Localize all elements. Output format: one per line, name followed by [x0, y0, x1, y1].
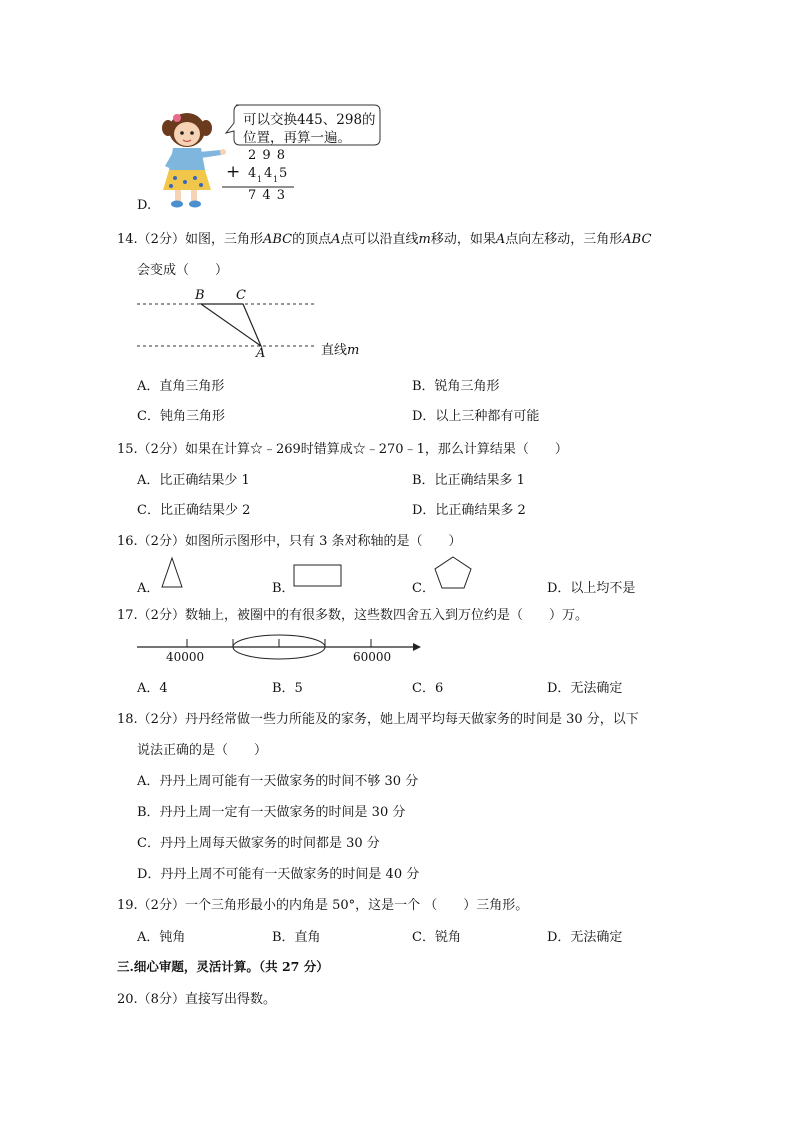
- calc-top-row: 2 9 8: [248, 148, 287, 163]
- number-line-label-right: 60000: [353, 650, 392, 664]
- q16-option-c[interactable]: C．: [412, 581, 435, 596]
- calc-carry-1: 1: [257, 175, 263, 184]
- q14-a-label: A: [495, 232, 506, 247]
- q14-a-label: A: [331, 232, 341, 247]
- q18-option-a[interactable]: A．丹丹上周可能有一天做家务的时间不够 30 分: [137, 774, 419, 789]
- q14-line-m-label: [321, 339, 359, 358]
- q20-text: 20.（8分）直接写出得数。: [117, 992, 276, 1007]
- speech-line-2: 位置，再算一遍。: [243, 130, 351, 146]
- q15-text: 15.（2分）如果在计算☆﹣269时错算成☆﹣270﹣1，那么计算结果（ ）: [117, 442, 568, 457]
- pentagon-shape: [433, 556, 473, 590]
- q14-option-c[interactable]: C．钝角三角形: [137, 409, 225, 424]
- q19-option-c[interactable]: C．锐角: [412, 930, 461, 945]
- q14-text-line-2: 会变成（ ）: [137, 263, 229, 278]
- q14-point-a: A: [256, 346, 266, 361]
- girl-illustration: [155, 108, 235, 210]
- q19-option-b[interactable]: B．直角: [272, 930, 321, 945]
- q14-line-m-letter: m: [347, 343, 360, 358]
- q17-option-b[interactable]: B．5: [272, 681, 303, 696]
- section-3-heading: 三.细心审题，灵活计算。（共 27 分）: [117, 959, 329, 974]
- q14-point-b: B: [195, 288, 205, 303]
- q15-option-a[interactable]: A．比正确结果少 1: [137, 473, 250, 488]
- calc-mid-digit-1: 4: [248, 166, 257, 181]
- q17-text: 17.（2分）数轴上，被圈中的有很多数，这些数四舍五入到万位约是（ ）万。: [117, 608, 588, 623]
- q18-option-c[interactable]: C．丹丹上周每天做家务的时间都是 30 分: [137, 836, 380, 851]
- q14-text-line-1: [117, 228, 651, 247]
- q19-text: 19.（2分）一个三角形最小的内角是 50°，这是一个 （ ）三角形。: [117, 898, 529, 913]
- calc-carry-2: 1: [273, 175, 279, 184]
- q14-text-part: 点向左移动，三角形: [505, 232, 623, 247]
- speech-line-1: 可以交换445、298的: [243, 112, 376, 128]
- q16-text: 16.（2分）如图所示图形中，只有 3 条对称轴的是（ ）: [117, 534, 462, 549]
- triangle-shape: [160, 557, 184, 589]
- q15-option-c[interactable]: C．比正确结果少 2: [137, 503, 251, 518]
- q16-option-a[interactable]: A．: [137, 581, 160, 596]
- calc-plus-sign: +: [226, 162, 241, 182]
- option-d-label: D.: [137, 198, 152, 213]
- q14-option-d[interactable]: D．以上三种都有可能: [412, 409, 540, 424]
- calc-mid-digit-3: 5: [279, 166, 288, 181]
- q14-point-c: C: [236, 288, 246, 303]
- q17-option-d[interactable]: D．无法确定: [547, 681, 623, 696]
- q14-text-part: 移动，如果: [430, 232, 496, 247]
- q17-option-a[interactable]: A．4: [137, 681, 168, 696]
- q16-option-b[interactable]: B．: [272, 581, 295, 596]
- q14-line-label-text: 直线: [321, 343, 348, 358]
- calc-result-row: 7 4 3: [248, 188, 287, 203]
- q18-text-line-2: 说法正确的是（ ）: [137, 743, 268, 758]
- q14-abc-label: ABC: [622, 232, 652, 247]
- q15-option-d[interactable]: D．比正确结果多 2: [412, 503, 526, 518]
- q19-option-a[interactable]: A．钝角: [137, 930, 186, 945]
- rectangle-shape: [293, 564, 343, 588]
- q14-text-part: 的顶点: [292, 232, 332, 247]
- q15-option-b[interactable]: B．比正确结果多 1: [412, 473, 525, 488]
- number-line-label-left: 40000: [166, 650, 205, 664]
- q14-text-part: 14.（2分）如图，三角形: [117, 232, 263, 247]
- q18-option-b[interactable]: B．丹丹上周一定有一天做家务的时间是 30 分: [137, 805, 406, 820]
- calc-mid-digit-2: 4: [264, 166, 273, 181]
- q17-option-c[interactable]: C．6: [412, 681, 444, 696]
- q14-abc-label: ABC: [262, 232, 293, 247]
- q18-option-d[interactable]: D．丹丹上周不可能有一天做家务的时间是 40 分: [137, 867, 420, 882]
- q14-option-b[interactable]: B．锐角三角形: [412, 379, 500, 394]
- q18-text-line-1: 18.（2分）丹丹经常做一些力所能及的家务，她上周平均每天做家务的时间是 30 分，以下: [117, 712, 639, 727]
- q14-m-label: m: [418, 232, 431, 247]
- q16-option-d[interactable]: D．以上均不是: [547, 581, 636, 596]
- q14-option-a[interactable]: A．直角三角形: [137, 379, 225, 394]
- q19-option-d[interactable]: D．无法确定: [547, 930, 623, 945]
- q14-text-part: 点可以沿直线: [340, 232, 419, 247]
